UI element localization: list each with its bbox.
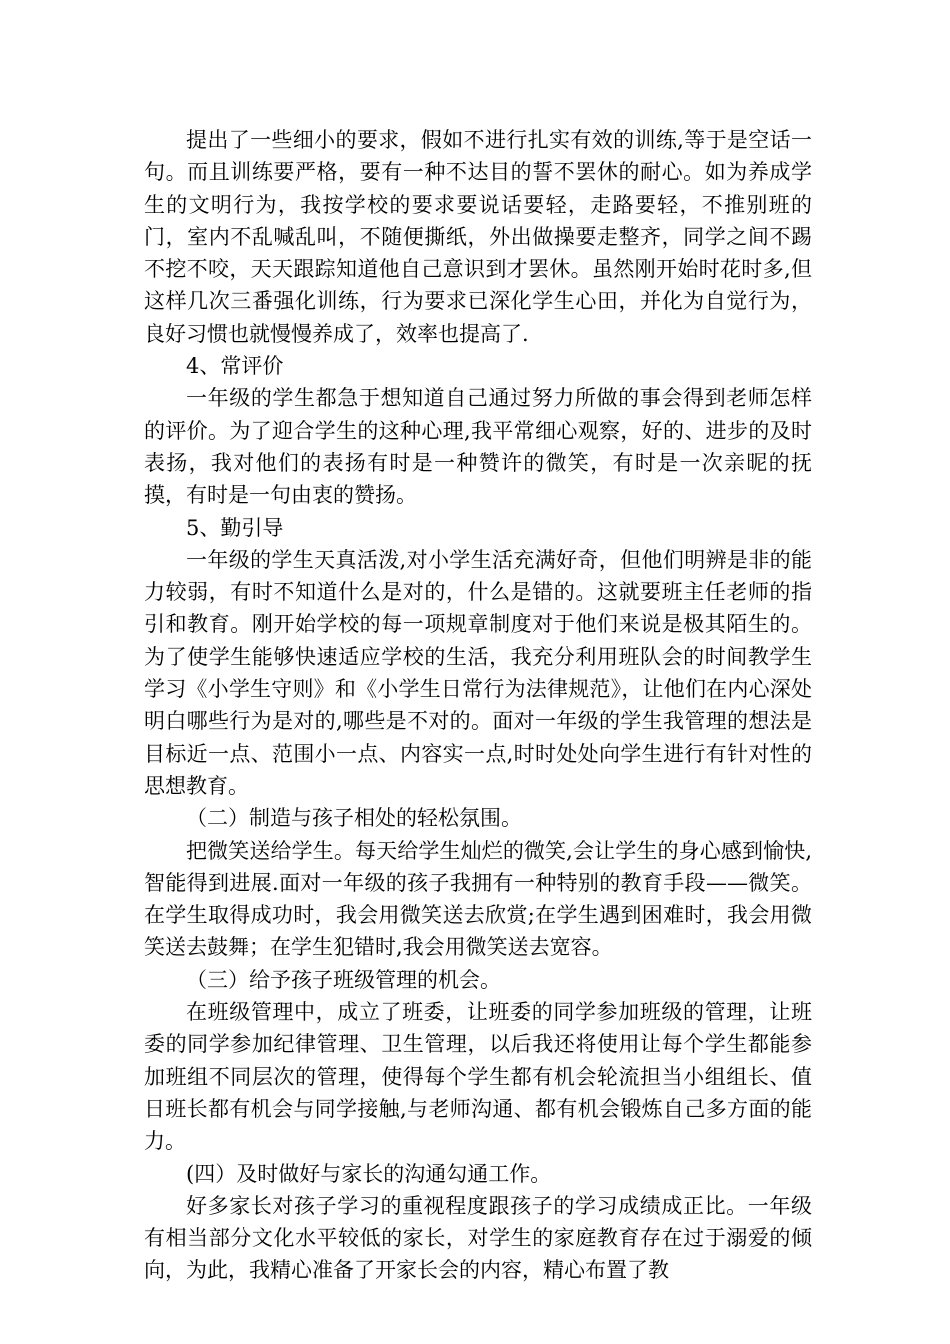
paragraph-guide: 一年级的学生天真活泼,对小学生活充满好奇，但他们明辨是非的能力较弱，有时不知道什么是对的，什么是错的。这就要班主任老师的指引和教育。刚开始学校的每一项规章制度对于他们来说是极其陌生的。为了使学生能够快速适应学校的生活，我充分利用班队会的时间教学生学习《小学生守则》和《小学生日常行为法律规范》，让他们在内心深处明白哪些行为是对的,哪些是不对的。面对一年级的学生我管理的想法是目标近一点、范围小一点、内容实一点,时时处处向学生进行有针对性的思想教育。	[144, 547, 812, 798]
paragraph-parent-communication: 好多家长对孩子学习的重视程度跟孩子的学习成绩成正比。一年级有相当部分文化水平较低的家长，对学生的家庭教育存在过于溺爱的倾向，为此，我精心准备了开家长会的内容，精心布置了教	[144, 1193, 812, 1283]
heading-class-management: （三）给予孩子班级管理的机会。	[186, 967, 501, 992]
paragraph-evaluate: 一年级的学生都急于想知道自己通过努力所做的事会得到老师怎样的评价。为了迎合学生的这种心理,我平常细心观察，好的、进步的及时表扬，我对他们的表扬有时是一种赞许的微笑，有时是一次亲昵的抚摸，有时是一句由衷的赞扬。	[144, 386, 812, 508]
heading-atmosphere: （二）制造与孩子相处的轻松氛围。	[186, 806, 522, 831]
heading-guide: 5、勤引导	[186, 515, 284, 540]
heading-evaluate: 4、常评价	[186, 354, 284, 379]
paragraph-class-management: 在班级管理中，成立了班委，让班委的同学参加班级的管理，让班委的同学参加纪律管理、卫生管理，以后我还将使用让每个学生都能参加班组不同层次的管理，使得每个学生都有机会轮流担当小组组长、值日班长都有机会与同学接触,与老师沟通、都有机会锻炼自己多方面的能力。	[144, 1000, 812, 1154]
paragraph-training: 提出了一些细小的要求，假如不进行扎实有效的训练,等于是空话一句。而且训练要严格，要有一种不达目的誓不罢休的耐心。如为养成学生的文明行为，我按学校的要求要说话要轻，走路要轻，不推别班的门，室内不乱喊乱叫，不随便撕纸，外出做操要走整齐，同学之间不踢不挖不咬，天天跟踪知道他自己意识到才罢休。虽然刚开始时花时多,但这样几次三番强化训练，行为要求已深化学生心田，并化为自觉行为，良好习惯也就慢慢养成了，效率也提高了.	[144, 128, 812, 346]
heading-parent-communication: (四）及时做好与家长的沟通勾通工作。	[186, 1161, 552, 1186]
paragraph-atmosphere: 把微笑送给学生。每天给学生灿烂的微笑,会让学生的身心感到愉快,智能得到进展.面对一年级的孩子我拥有一种特别的教育手段——微笑。在学生取得成功时，我会用微笑送去欣赏;在学生遇到困难时，我会用微笑送去鼓舞；在学生犯错时,我会用微笑送去宽容。	[144, 838, 812, 960]
document-page	[144, 124, 812, 1287]
